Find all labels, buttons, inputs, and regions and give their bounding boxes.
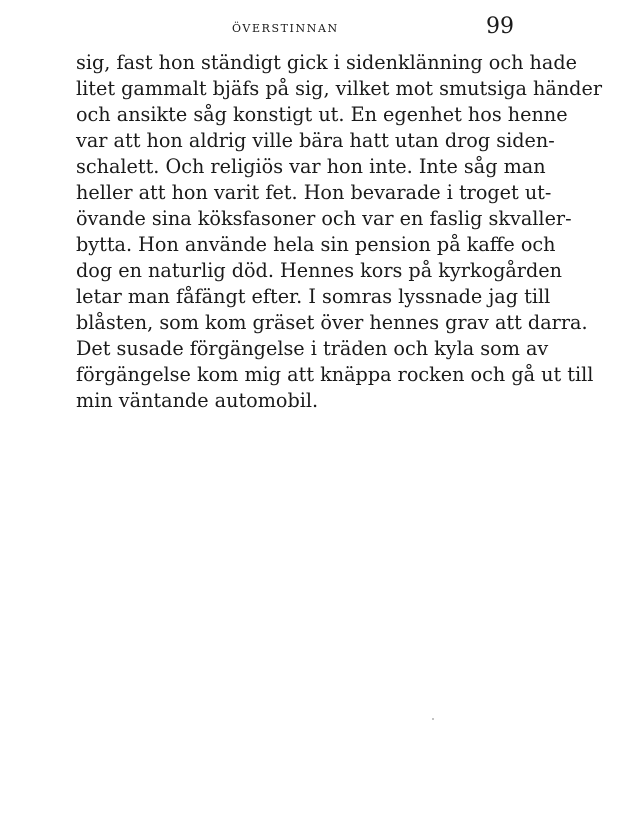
body-text	[76, 50, 602, 414]
text-line: min väntande automobil.	[76, 389, 319, 412]
scan-speck	[432, 718, 434, 720]
text-line: letar man fåfängt efter. I somras lyssnade jag till	[76, 285, 551, 308]
text-line: övande sina köksfasoner och var en faslig skvaller-	[76, 207, 572, 230]
text-line: blåsten, som kom gräset över hennes grav att darra.	[76, 311, 588, 334]
page-number: 99	[486, 14, 514, 39]
running-head	[76, 14, 514, 44]
text-line: dog en naturlig död. Hennes kors på kyrkogården	[76, 259, 562, 282]
text-line: Det susade förgängelse i träden och kyla som av	[76, 337, 549, 360]
text-line: bytta. Hon använde hela sin pension på kaffe och	[76, 233, 556, 256]
text-line: heller att hon varit fet. Hon bevarade i troget ut-	[76, 181, 552, 204]
text-line: och ansikte såg konstigt ut. En egenhet hos henne	[76, 103, 568, 126]
text-line: förgängelse kom mig att knäppa rocken och gå ut till	[76, 363, 594, 386]
text-line: litet gammalt bjäfs på sig, vilket mot smutsiga händer	[76, 77, 602, 100]
running-title: ÖVERSTINNAN	[232, 22, 339, 35]
text-line: schalett. Och religiös var hon inte. Inte såg man	[76, 155, 546, 178]
text-line: sig, fast hon ständigt gick i sidenklänning och hade	[76, 51, 577, 74]
text-line: var att hon aldrig ville bära hatt utan drog siden-	[76, 129, 555, 152]
